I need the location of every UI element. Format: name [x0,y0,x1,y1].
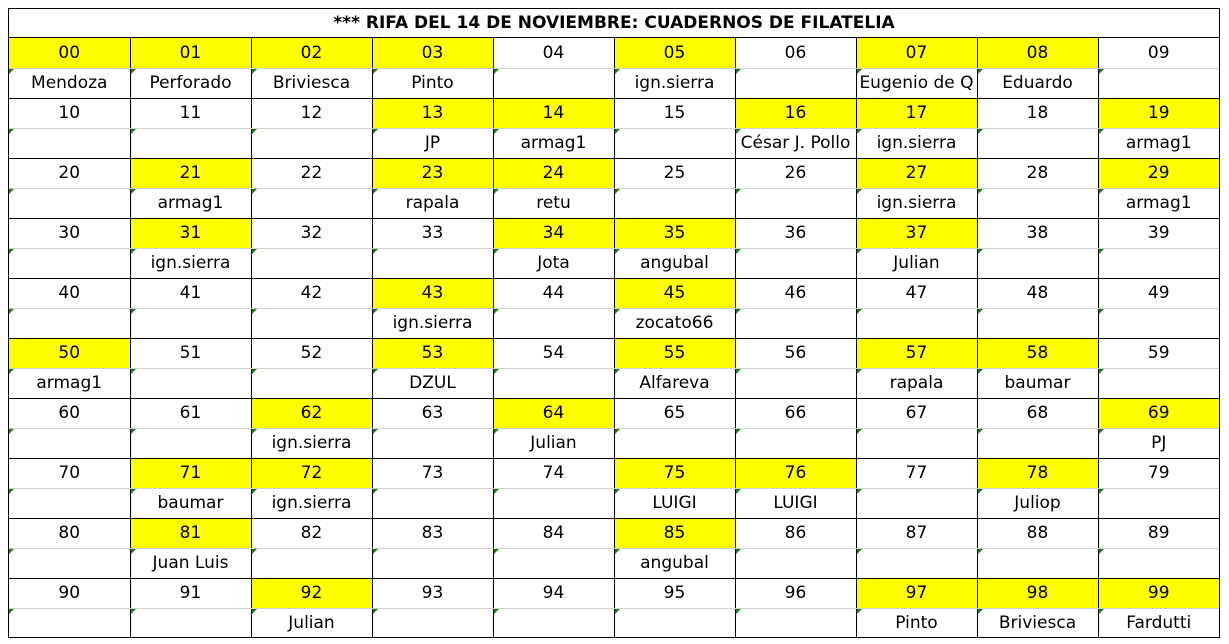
raffle-number-cell[interactable]: 08 [977,38,1098,68]
raffle-number-cell[interactable]: 81 [130,518,251,548]
buyer-name-cell[interactable] [130,428,251,458]
raffle-number-cell[interactable]: 67 [856,398,977,428]
buyer-name-cell[interactable]: armag1 [130,188,251,218]
raffle-number-cell[interactable]: 59 [1098,338,1219,368]
raffle-number-cell[interactable]: 39 [1098,218,1219,248]
raffle-number-cell[interactable]: 07 [856,38,977,68]
raffle-number-cell[interactable]: 87 [856,518,977,548]
buyer-name-cell[interactable]: ign.sierra [856,128,977,158]
raffle-number-cell[interactable]: 47 [856,278,977,308]
raffle-number-cell[interactable]: 31 [130,218,251,248]
buyer-name-cell[interactable]: retu [493,188,614,218]
raffle-number-cell[interactable]: 32 [251,218,372,248]
raffle-number-cell[interactable]: 18 [977,98,1098,128]
raffle-number-cell[interactable]: 26 [735,158,856,188]
buyer-name-cell[interactable]: Julian [251,608,372,638]
buyer-name-cell[interactable] [130,368,251,398]
buyer-name-cell[interactable]: JP [372,128,493,158]
raffle-grid [9,38,1219,638]
raffle-number-cell[interactable]: 23 [372,158,493,188]
name-row [9,368,1219,398]
buyer-name-cell[interactable] [372,248,493,278]
name-row [9,428,1219,458]
buyer-name-cell[interactable]: ign.sierra [251,428,372,458]
raffle-number-cell[interactable]: 05 [614,38,735,68]
raffle-number-cell[interactable]: 46 [735,278,856,308]
buyer-name-cell[interactable] [735,608,856,638]
buyer-name-cell[interactable]: ign.sierra [130,248,251,278]
buyer-name-cell[interactable] [9,608,130,638]
buyer-name-cell[interactable] [735,248,856,278]
buyer-name-cell[interactable] [735,68,856,98]
raffle-number-cell[interactable]: 43 [372,278,493,308]
raffle-number-cell[interactable]: 09 [1098,38,1219,68]
number-row [9,278,1219,308]
buyer-name-cell[interactable] [977,188,1098,218]
buyer-name-cell[interactable]: ign.sierra [856,188,977,218]
buyer-name-cell[interactable]: Pinto [856,608,977,638]
raffle-number-cell[interactable]: 71 [130,458,251,488]
buyer-name-cell[interactable] [130,308,251,338]
raffle-number-cell[interactable]: 98 [977,578,1098,608]
buyer-name-cell[interactable] [130,128,251,158]
buyer-name-cell[interactable] [372,548,493,578]
raffle-number-cell[interactable]: 13 [372,98,493,128]
raffle-number-cell[interactable]: 85 [614,518,735,548]
buyer-name-cell[interactable]: angubal [614,548,735,578]
raffle-number-cell[interactable]: 73 [372,458,493,488]
buyer-name-cell[interactable] [251,128,372,158]
buyer-name-cell[interactable] [1098,248,1219,278]
raffle-number-cell[interactable]: 49 [1098,278,1219,308]
buyer-name-cell[interactable] [1098,488,1219,518]
raffle-number-cell[interactable]: 20 [9,158,130,188]
buyer-name-cell[interactable] [856,428,977,458]
buyer-name-cell[interactable] [735,308,856,338]
number-row [9,398,1219,428]
raffle-number-cell[interactable]: 70 [9,458,130,488]
number-row [9,458,1219,488]
raffle-number-cell[interactable]: 02 [251,38,372,68]
number-row [9,338,1219,368]
raffle-number-cell[interactable]: 60 [9,398,130,428]
buyer-name-cell[interactable] [372,608,493,638]
buyer-name-cell[interactable]: Eduardo [977,68,1098,98]
buyer-name-cell[interactable] [9,308,130,338]
buyer-name-cell[interactable]: Juan Luis [130,548,251,578]
buyer-name-cell[interactable] [735,428,856,458]
buyer-name-cell[interactable] [251,308,372,338]
buyer-name-cell[interactable]: rapala [856,368,977,398]
buyer-name-cell[interactable] [9,188,130,218]
raffle-number-cell[interactable]: 45 [614,278,735,308]
sheet-title: *** RIFA DEL 14 DE NOVIEMBRE: CUADERNOS DE FILATELIA [9,9,1219,38]
raffle-number-cell[interactable]: 57 [856,338,977,368]
raffle-number-cell[interactable]: 51 [130,338,251,368]
raffle-number-cell[interactable]: 35 [614,218,735,248]
raffle-number-cell[interactable]: 40 [9,278,130,308]
raffle-number-cell[interactable]: 66 [735,398,856,428]
raffle-number-cell[interactable]: 14 [493,98,614,128]
raffle-number-cell[interactable]: 42 [251,278,372,308]
raffle-number-cell[interactable]: 74 [493,458,614,488]
raffle-number-cell[interactable]: 95 [614,578,735,608]
raffle-number-cell[interactable]: 38 [977,218,1098,248]
raffle-number-cell[interactable]: 82 [251,518,372,548]
buyer-name-cell[interactable] [856,548,977,578]
name-row [9,68,1219,98]
number-row [9,38,1219,68]
raffle-number-cell[interactable]: 48 [977,278,1098,308]
raffle-number-cell[interactable]: 61 [130,398,251,428]
buyer-name-cell[interactable] [856,488,977,518]
buyer-name-cell[interactable]: Jota [493,248,614,278]
buyer-name-cell[interactable]: armag1 [493,128,614,158]
raffle-number-cell[interactable]: 56 [735,338,856,368]
buyer-name-cell[interactable]: PJ [1098,428,1219,458]
buyer-name-cell[interactable]: baumar [977,368,1098,398]
raffle-number-cell[interactable]: 80 [9,518,130,548]
buyer-name-cell[interactable]: ign.sierra [372,308,493,338]
raffle-number-cell[interactable]: 69 [1098,398,1219,428]
buyer-name-cell[interactable]: Perforado [130,68,251,98]
buyer-name-cell[interactable] [9,548,130,578]
raffle-number-cell[interactable]: 97 [856,578,977,608]
number-row [9,578,1219,608]
buyer-name-cell[interactable]: ign.sierra [614,68,735,98]
buyer-name-cell[interactable] [372,428,493,458]
raffle-number-cell[interactable]: 84 [493,518,614,548]
buyer-name-cell[interactable] [9,428,130,458]
buyer-name-cell[interactable] [977,428,1098,458]
buyer-name-cell[interactable] [251,248,372,278]
buyer-name-cell[interactable] [614,188,735,218]
buyer-name-cell[interactable] [251,368,372,398]
buyer-name-cell[interactable] [1098,548,1219,578]
buyer-name-cell[interactable] [493,548,614,578]
raffle-number-cell[interactable]: 53 [372,338,493,368]
buyer-name-cell[interactable]: armag1 [1098,188,1219,218]
buyer-name-cell[interactable]: baumar [130,488,251,518]
buyer-name-cell[interactable] [372,488,493,518]
raffle-number-cell[interactable]: 55 [614,338,735,368]
raffle-number-cell[interactable]: 64 [493,398,614,428]
buyer-name-cell[interactable] [856,308,977,338]
buyer-name-cell[interactable] [9,128,130,158]
raffle-number-cell[interactable]: 30 [9,218,130,248]
buyer-name-cell[interactable] [735,368,856,398]
raffle-number-cell[interactable]: 01 [130,38,251,68]
raffle-number-cell[interactable]: 79 [1098,458,1219,488]
raffle-number-cell[interactable]: 86 [735,518,856,548]
buyer-name-cell[interactable]: Juliop [977,488,1098,518]
buyer-name-cell[interactable] [735,548,856,578]
raffle-number-cell[interactable]: 99 [1098,578,1219,608]
raffle-number-cell[interactable]: 89 [1098,518,1219,548]
buyer-name-cell[interactable]: Julian [856,248,977,278]
buyer-name-cell[interactable] [130,608,251,638]
buyer-name-cell[interactable] [614,608,735,638]
name-row [9,128,1219,158]
raffle-number-cell[interactable]: 24 [493,158,614,188]
raffle-number-cell[interactable]: 50 [9,338,130,368]
buyer-name-cell[interactable]: zocato66 [614,308,735,338]
raffle-number-cell[interactable]: 16 [735,98,856,128]
number-row [9,518,1219,548]
buyer-name-cell[interactable]: armag1 [1098,128,1219,158]
buyer-name-cell[interactable] [1098,68,1219,98]
buyer-name-cell[interactable]: DZUL [372,368,493,398]
buyer-name-cell[interactable]: LUIGI [614,488,735,518]
buyer-name-cell[interactable]: rapala [372,188,493,218]
buyer-name-cell[interactable] [493,68,614,98]
raffle-number-cell[interactable]: 15 [614,98,735,128]
raffle-number-cell[interactable]: 54 [493,338,614,368]
raffle-number-cell[interactable]: 58 [977,338,1098,368]
raffle-number-cell[interactable]: 36 [735,218,856,248]
raffle-number-cell[interactable]: 77 [856,458,977,488]
raffle-number-cell[interactable]: 78 [977,458,1098,488]
raffle-number-cell[interactable]: 17 [856,98,977,128]
buyer-name-cell[interactable]: Pinto [372,68,493,98]
buyer-name-cell[interactable] [735,188,856,218]
raffle-number-cell[interactable]: 62 [251,398,372,428]
name-row [9,608,1219,638]
buyer-name-cell[interactable] [493,308,614,338]
raffle-number-cell[interactable]: 11 [130,98,251,128]
buyer-name-cell[interactable]: Mendoza [9,68,130,98]
buyer-name-cell[interactable] [977,248,1098,278]
raffle-number-cell[interactable]: 04 [493,38,614,68]
number-row [9,218,1219,248]
raffle-number-cell[interactable]: 22 [251,158,372,188]
raffle-number-cell[interactable]: 52 [251,338,372,368]
raffle-grid-body [9,38,1219,638]
buyer-name-cell[interactable] [1098,368,1219,398]
name-row [9,488,1219,518]
raffle-number-cell[interactable]: 37 [856,218,977,248]
buyer-name-cell[interactable]: Julian [493,428,614,458]
buyer-name-cell[interactable] [977,548,1098,578]
buyer-name-cell[interactable] [614,428,735,458]
buyer-name-cell[interactable] [493,368,614,398]
buyer-name-cell[interactable] [251,548,372,578]
buyer-name-cell[interactable]: armag1 [9,368,130,398]
raffle-number-cell[interactable]: 12 [251,98,372,128]
raffle-number-cell[interactable]: 88 [977,518,1098,548]
name-row [9,308,1219,338]
buyer-name-cell[interactable] [251,188,372,218]
raffle-number-cell[interactable]: 94 [493,578,614,608]
raffle-number-cell[interactable]: 68 [977,398,1098,428]
raffle-number-cell[interactable]: 03 [372,38,493,68]
buyer-name-cell[interactable] [9,488,130,518]
raffle-number-cell[interactable]: 28 [977,158,1098,188]
buyer-name-cell[interactable] [614,128,735,158]
buyer-name-cell[interactable]: LUIGI [735,488,856,518]
buyer-name-cell[interactable] [9,248,130,278]
raffle-number-cell[interactable]: 25 [614,158,735,188]
buyer-name-cell[interactable]: Briviesca [977,608,1098,638]
raffle-number-cell[interactable]: 83 [372,518,493,548]
buyer-name-cell[interactable]: Alfareva [614,368,735,398]
raffle-number-cell[interactable]: 44 [493,278,614,308]
raffle-number-cell[interactable]: 75 [614,458,735,488]
raffle-number-cell[interactable]: 65 [614,398,735,428]
raffle-number-cell[interactable]: 00 [9,38,130,68]
raffle-number-cell[interactable]: 96 [735,578,856,608]
buyer-name-cell[interactable] [493,488,614,518]
raffle-number-cell[interactable]: 34 [493,218,614,248]
buyer-name-cell[interactable]: Briviesca [251,68,372,98]
raffle-number-cell[interactable]: 33 [372,218,493,248]
buyer-name-cell[interactable]: César J. Pollo [735,128,856,158]
buyer-name-cell[interactable] [977,308,1098,338]
raffle-number-cell[interactable]: 27 [856,158,977,188]
name-row [9,548,1219,578]
name-row [9,248,1219,278]
raffle-number-cell[interactable]: 90 [9,578,130,608]
buyer-name-cell[interactable] [493,608,614,638]
buyer-name-cell[interactable]: angubal [614,248,735,278]
raffle-sheet [8,8,1220,638]
name-row [9,188,1219,218]
raffle-number-cell[interactable]: 76 [735,458,856,488]
raffle-number-cell[interactable]: 41 [130,278,251,308]
raffle-number-cell[interactable]: 21 [130,158,251,188]
number-row [9,158,1219,188]
raffle-number-cell[interactable]: 06 [735,38,856,68]
number-row [9,98,1219,128]
raffle-number-cell[interactable]: 92 [251,578,372,608]
buyer-name-cell[interactable] [1098,308,1219,338]
raffle-number-cell[interactable]: 63 [372,398,493,428]
buyer-name-cell[interactable]: Fardutti [1098,608,1219,638]
raffle-number-cell[interactable]: 93 [372,578,493,608]
raffle-number-cell[interactable]: 29 [1098,158,1219,188]
raffle-number-cell[interactable]: 10 [9,98,130,128]
raffle-number-cell[interactable]: 91 [130,578,251,608]
raffle-number-cell[interactable]: 72 [251,458,372,488]
buyer-name-cell[interactable]: ign.sierra [251,488,372,518]
buyer-name-cell[interactable]: Eugenio de Q [856,68,977,98]
buyer-name-cell[interactable] [977,128,1098,158]
raffle-number-cell[interactable]: 19 [1098,98,1219,128]
